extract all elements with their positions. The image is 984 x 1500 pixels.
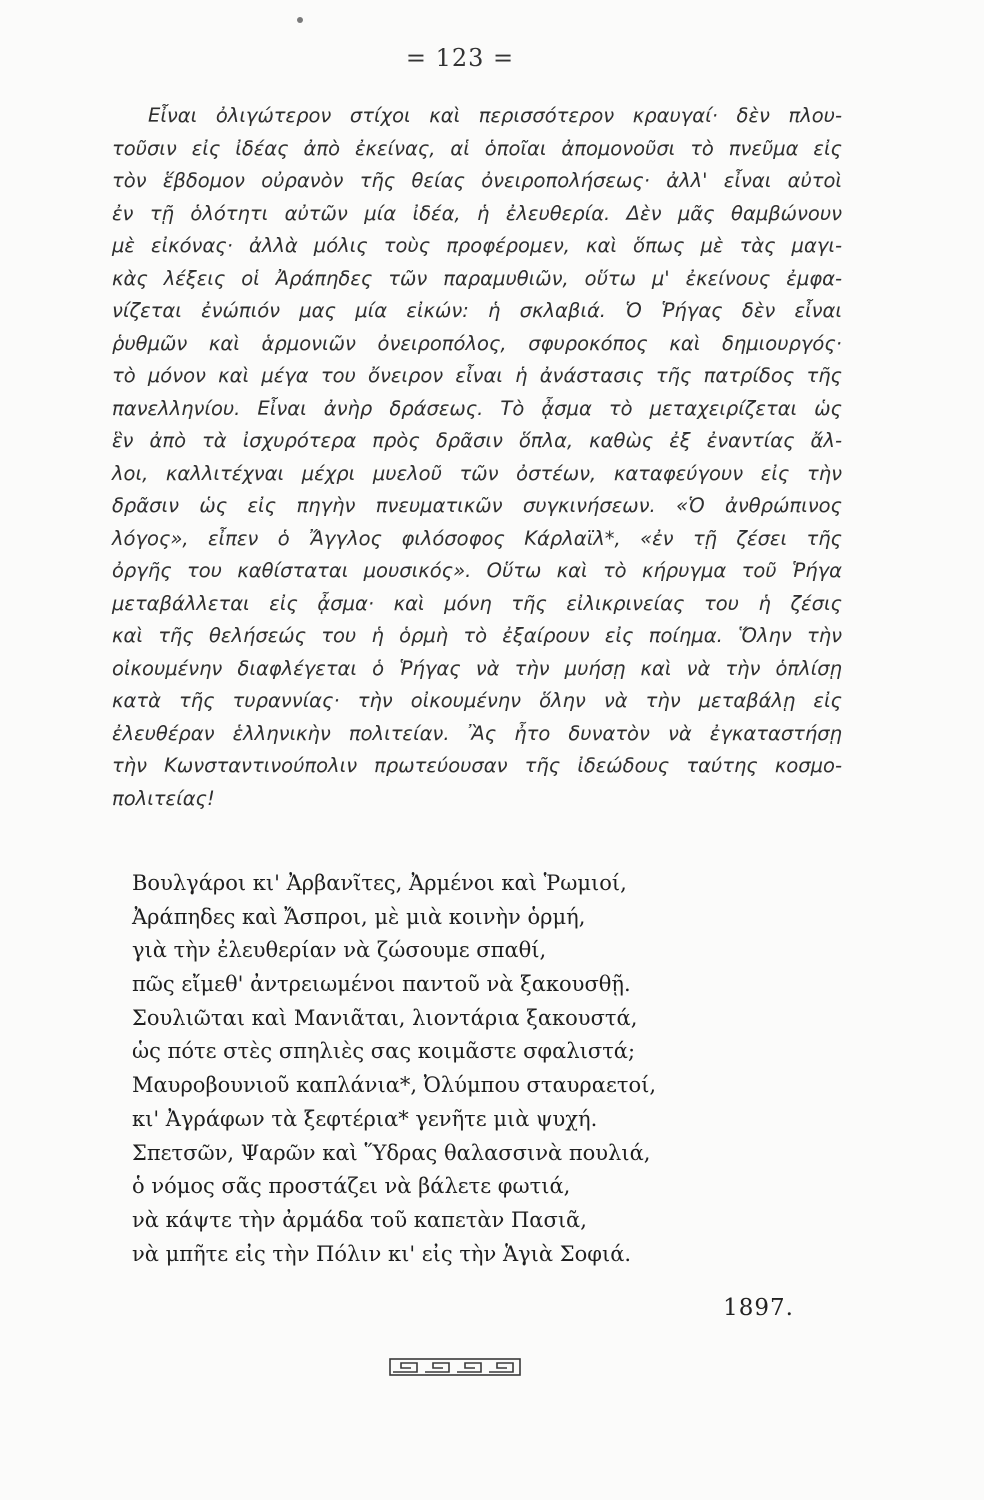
prose-paragraph xyxy=(112,100,842,815)
prose-line: μεταβάλλεται εἰς ᾆσμα· καὶ μόνη τῆς εἰλικρινείας του ἡ ζέσις xyxy=(112,591,842,615)
prose-line: ἓν ἀπὸ τὰ ἰσχυρότερα πρὸς δρᾶσιν ὅπλα, καθὼς ἐξ ἐναντίας ἄλ- xyxy=(112,429,842,452)
poem-verse: νὰ μπῆτε εἰς τὴν Πόλιν κι' εἰς τὴν Ἁγιὰ Σοφιά. xyxy=(132,1241,632,1266)
poem-verse: κι' Ἀγράφων τὰ ξεφτέρια* γενῆτε μιὰ ψυχή. xyxy=(132,1106,598,1131)
page-number: = 123 = xyxy=(405,44,515,72)
prose-line: μὲ εἰκόνας· ἀλλὰ μόλις τοὺς προφέρομεν, καὶ ὅπως μὲ τὰς μαγι- xyxy=(112,234,842,257)
poem xyxy=(132,867,832,1271)
prose-line: κατὰ τῆς τυραννίας· τὴν οἰκουμένην ὅλην νὰ τὴν μεταβάλῃ εἰς xyxy=(112,689,842,712)
prose-line: ὀργῆς του καθίσταται μουσικός». Οὕτω καὶ τὸ κήρυγμα τοῦ Ῥήγα xyxy=(112,559,842,582)
prose-line: τὴν Κωνσταντινούπολιν πρωτεύουσαν τῆς ἰδεώδους ταύτης κοσμο- xyxy=(112,754,842,777)
poem-year: 1897. xyxy=(723,1295,794,1321)
prose-line: καὶ τῆς θελήσεώς του ἡ ὁρμὴ τὸ ἐξαίρουν εἰς ποίημα. Ὅλην τὴν xyxy=(112,624,842,647)
poem-verse: πῶς εἴμεθ' ἀντρειωμένοι παντοῦ νὰ ξακουσθῇ. xyxy=(132,972,631,997)
prose-line: λόγος», εἶπεν ὁ Ἄγγλος φιλόσοφος Κάρλαϊλ*, «ἐν τῇ ζέσει τῆς xyxy=(112,526,842,550)
poem-verse: ὡς πότε στὲς σπηλιὲς σας κοιμᾶστε σφαλιστά; xyxy=(132,1039,636,1064)
prose-line: Εἶναι ὀλιγώτερον στίχοι καὶ περισσότερον κραυγαί· δὲν πλου- xyxy=(148,104,842,127)
poem-verse: Μαυροβουνιοῦ καπλάνια*, Ὀλύμπου σταυραετοί, xyxy=(132,1073,657,1098)
prose-line: λοι, καλλιτέχναι μέχρι μυελοῦ τῶν ὀστέων, καταφεύγουν εἰς τὴν xyxy=(112,461,842,485)
poem-verse: Σουλιῶται καὶ Μανιᾶται, λιοντάρια ξακουστά, xyxy=(132,1005,638,1030)
prose-line: τὸ μόνον καὶ μέγα του ὄνειρον εἶναι ἡ ἀνάστασις τῆς πατρίδος τῆς xyxy=(112,364,842,387)
prose-line: οἰκουμένην διαφλέγεται ὁ Ῥήγας νὰ τὴν μυήσῃ καὶ νὰ τὴν ὁπλίσῃ xyxy=(112,656,842,680)
prose-line: νίζεται ἐνώπιόν μας μία εἰκών: ἡ σκλαβιά. Ὁ Ῥήγας δὲν εἶναι xyxy=(112,299,842,322)
prose-line: κὰς λέξεις οἱ Ἀράπηδες τῶν παραμυθιῶν, οὕτω μ' ἐκείνους ἐμφα- xyxy=(112,266,842,290)
prose-line: τοῦσιν εἰς ἰδέας ἀπὸ ἐκείνας, αἱ ὁποῖαι ἀπομονοῦσι τὸ πνεῦμα εἰς xyxy=(112,136,842,160)
poem-verse: ὁ νόμος σᾶς προστάζει νὰ βάλετε φωτιά, xyxy=(132,1174,571,1199)
poem-verse: Σπετσῶν, Ψαρῶν καὶ Ὕδρας θαλασσινὰ πουλιά, xyxy=(132,1140,651,1165)
prose-line: ῥυθμῶν καὶ ἁρμονιῶν ὀνειροπόλος, σφυροκόπος καὶ δημιουργός· xyxy=(112,331,842,355)
prose-line: πολιτείας! xyxy=(112,786,215,810)
poem-verse: Βουλγάροι κι' Ἀρβανῖτες, Ἀρμένοι καὶ Ῥωμιοί, xyxy=(132,871,627,895)
greek-key-ornament xyxy=(389,1358,521,1376)
poem-verse: Ἀράπηδες καὶ Ἄσπροι, μὲ μιὰ κοινὴν ὁρμή, xyxy=(132,904,586,929)
poem-verse: νὰ κάψτε τὴν ἀρμάδα τοῦ καπετὰν Πασιᾶ, xyxy=(132,1207,587,1232)
prose-line: τὸν ἕβδομον οὐρανὸν τῆς θείας ὀνειροπολήσεως· ἀλλ' εἶναι αὐτοὶ xyxy=(112,169,842,192)
prose-line: ἐν τῇ ὁλότητι αὐτῶν μία ἰδέα, ἡ ἐλευθερία. Δὲν μᾶς θαμβώνουν xyxy=(112,201,842,225)
ink-speck xyxy=(297,17,303,23)
prose-line: ἐλευθέραν ἑλληνικὴν πολιτείαν. Ἂς ἦτο δυνατὸν νὰ ἐγκαταστήσῃ xyxy=(112,721,842,745)
prose-line: πανελληνίου. Εἶναι ἀνὴρ δράσεως. Τὸ ᾆσμα τὸ μεταχειρίζεται ὡς xyxy=(112,396,842,420)
poem-verse: γιὰ τὴν ἐλευθερίαν νὰ ζώσουμε σπαθί, xyxy=(132,938,547,963)
prose-line: δρᾶσιν ὡς εἰς πηγὴν πνευματικῶν συγκινήσεων. «Ὁ ἀνθρώπινος xyxy=(112,494,842,517)
